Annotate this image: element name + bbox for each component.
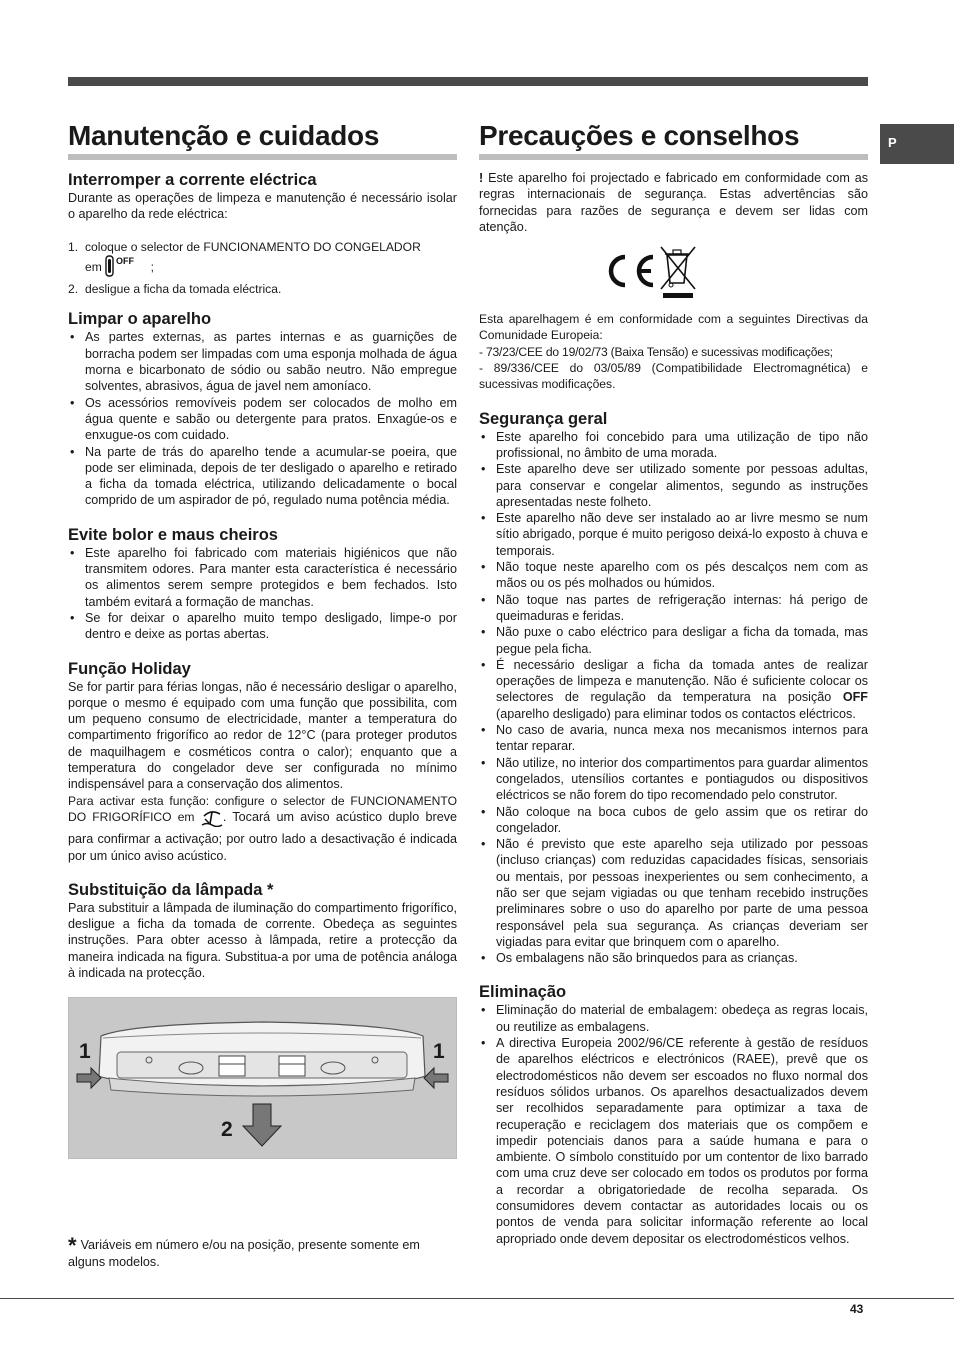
list-item: • Não toque nas partes de refrigeração internas: há perigo de queimaduras e feridas. bbox=[479, 592, 868, 625]
bottom-rule bbox=[0, 1298, 954, 1299]
precautions-intro bbox=[479, 170, 868, 235]
step-2-text: desligue a ficha da tomada eléctrica. bbox=[85, 282, 282, 297]
language-tab bbox=[880, 124, 954, 164]
list-item bbox=[479, 657, 868, 722]
list-item: • Não toque neste aparelho com os pés descalços nem com as mãos ou os pés molhados ou húmidos. bbox=[479, 559, 868, 592]
page-number: 43 bbox=[850, 1302, 864, 1316]
list-item-text: É necessário desligar a ficha da tomada antes de realizar operações de limpeza e manutenção. Não é suficiente colocar os selectores de regulação da temperatura na posição bbox=[496, 657, 868, 705]
safety-list bbox=[479, 429, 868, 967]
step-1 bbox=[68, 239, 457, 282]
list-item: • Não puxe o cabo eléctrico para desligar a ficha da tomada, mas pegue pela ficha. bbox=[479, 624, 868, 657]
list-item: • Este aparelho não deve ser instalado ao ar livre mesmo se num sítio abrigado, porque é muito perigoso deixá-lo exposto à chuva e temporais. bbox=[479, 510, 868, 559]
list-item: • Não utilize, no interior dos compartimentos para guardar alimentos congelados, utensílios cortantes e pontiagudos ou dispositivos eléctricos se não forem do tipo recomendado pelo construtor. bbox=[479, 755, 868, 804]
off-label: OFF bbox=[116, 255, 135, 266]
right-column bbox=[479, 118, 868, 1247]
heading-lamp: Substituição da lâmpada * bbox=[68, 880, 274, 899]
holiday-activate bbox=[68, 793, 457, 864]
off-word: OFF bbox=[842, 690, 868, 705]
warning-mark: ! bbox=[479, 171, 484, 185]
step-2-number: 2. bbox=[68, 282, 79, 297]
lamp-text: Para substituir a lâmpada de iluminação do compartimento frigorífico, desligue a ficha da tomada de corrente. Obedeça as seguintes instruções. Para obter acesso à lâmpada, retire a protecção da maneira indicada na figura. Substitua-a por uma de potência análoga à indicada na protecção. bbox=[68, 900, 457, 980]
holiday-activate-b: . Tocará um aviso acústico duplo breve para confirmar a activação; por outro lado a desactivação é indicada por um único aviso acústico. bbox=[68, 809, 458, 863]
figure-label-bottom: 2 bbox=[221, 1118, 233, 1142]
footnote-text: Variáveis em número e/ou na posição, presente somente em alguns modelos. bbox=[68, 1238, 420, 1270]
holiday-text: Se for partir para férias longas, não é necessário desligar o aparelho, porque o mesmo é equipado com uma função que possibilita, com um pequeno consumo de electricidade, manter a temperatura do compartimento frigorífico ao redor de 12°C (para proteger produtos de maquilhagem e cosméticos contra o calor); enquanto que a temperatura do congelador deve ser configurada no mínimo indispensável para a conservação dos alimentos. bbox=[68, 679, 457, 792]
list-item: • Este aparelho deve ser utilizado somente por pessoas adultas, para conservar e congelar alimentos, segundo as instruções apresentadas neste folheto. bbox=[479, 461, 868, 510]
list-item: • Na parte de trás do aparelho tende a acumular-se poeira, que pode ser eliminada, depois de ter desligado o aparelho e retirado a ficha da tomada eléctrica, utilizando delicadamente o bocal comprido de um aspirador de pó, regulado numa potência média. bbox=[68, 444, 457, 509]
holiday-activate-a: Para activar esta função: configure o selector de FUNCIONAMENTO DO FRIGORÍFICO em bbox=[68, 793, 457, 824]
list-item: • No caso de avaria, nunca mexa nos mecanismos internos para tentar reparar. bbox=[479, 722, 868, 755]
list-item: • As partes externas, as partes internas e as guarnições de borracha podem ser limpadas com uma esponja molhada de água morna e bicarbonato de sódio ou sabão neutro. Não empregue solventes, abrasivos, água de javel nem amoníaco. bbox=[68, 329, 457, 394]
lamp-cover-figure bbox=[68, 997, 457, 1159]
figure-label-right: 1 bbox=[433, 1040, 445, 1064]
heading-mold-odors: Evite bolor e maus cheiros bbox=[68, 525, 278, 544]
list-item: • Este aparelho foi concebido para uma utilização de tipo não profissional, no âmbito de uma morada. bbox=[479, 429, 868, 462]
list-item: • A directiva Europeia 2002/96/CE referente à gestão de resíduos de aparelhos eléctricos e electrónicos (RAEE), prevê que os electrodomésticos não devem ser escoados no fluxo normal dos resíduos sólidos urbanos. Os aparelhos desactualizados devem ser recolhidos separadamente para optimizar a taxa de recuperação e reciclagem dos materiais que os compõem e impedir potenciais danos para a saúde humana e para o ambiente. O símbolo constituído por um contentor de lixo barrado com uma cruz deve ser colocado em todos os produtos por forma a recordar a obrigatoriedade de recolha separada. Os consumidores devem contactar as autoridades locais ou os pontos de venda para solicitar informação referente ao local apropriado onde devem depositar os electrodomésticos velhos. bbox=[479, 1035, 868, 1247]
step-1-text: coloque o selector de FUNCIONAMENTO DO CONGELADOR bbox=[85, 239, 421, 254]
list-item: • Os acessórios removíveis podem ser colocados de molho em água quente e sabão ou detergente para pratos. Enxagúe-os e enxugue-os com cuidado. bbox=[68, 395, 457, 444]
left-column bbox=[68, 118, 457, 1159]
power-off-intro: Durante as operações de limpeza e manutenção é necessário isolar o aparelho da rede eléctrica: bbox=[68, 191, 457, 222]
language-tab-label: P bbox=[888, 135, 897, 150]
disposal-list bbox=[479, 1002, 868, 1246]
off-selector-icon bbox=[105, 255, 141, 281]
directive-2: - 89/336/CEE do 03/05/89 (Compatibilidade Electromagnética) e sucessivas modificações. bbox=[479, 361, 868, 392]
certification-logos bbox=[479, 235, 868, 311]
step-2 bbox=[68, 281, 457, 297]
footnote-star: * bbox=[68, 1233, 77, 1258]
list-item: • Não coloque na boca cubos de gelo assim que os retirar do congelador. bbox=[479, 804, 868, 837]
lamp-cover-drawing bbox=[69, 998, 456, 1158]
section-title-maintenance: Manutenção e cuidados bbox=[68, 118, 457, 160]
cleaning-list bbox=[68, 329, 457, 508]
mold-list bbox=[68, 545, 457, 643]
step-1-em: em bbox=[85, 259, 102, 274]
step-1-end: ; bbox=[150, 259, 154, 274]
list-item: • Os embalagens não são brinquedos para as crianças. bbox=[479, 950, 868, 966]
figure-label-left: 1 bbox=[79, 1040, 91, 1064]
heading-holiday: Função Holiday bbox=[68, 659, 191, 678]
heading-power-off: Interromper a corrente eléctrica bbox=[68, 171, 317, 189]
holiday-icon bbox=[201, 809, 223, 831]
footnote bbox=[68, 1233, 457, 1271]
heading-disposal: Eliminação bbox=[479, 983, 567, 1002]
list-item: • Este aparelho foi fabricado com materiais higiénicos que não transmitem odores. Para manter esta característica é necessário os alimentos serem sempre protegidos e bem fechados. Isto também evitará a formação de manchas. bbox=[68, 545, 457, 610]
list-item: • Eliminação do material de embalagem: obedeça as regras locais, ou reutilize as embalagens. bbox=[479, 1002, 868, 1035]
weee-bin-icon bbox=[661, 247, 695, 298]
directives-intro: Esta aparelhagem é em conformidade com a seguintes Directivas da Comunidade Europeia: bbox=[479, 312, 868, 343]
list-item: • Não é previsto que este aparelho seja utilizado por pessoas (incluso crianças) com reduzidas capacidades físicas, sensoriais ou mentais, por pessoas inexperientes ou sem conhecimento, a não ser que sejam vigiadas ou que tenham recebido instruções preliminares sobre o uso do aparelho por parte de uma pessoa responsável pela sua segurança. As crianças deveriam ser vigiadas para evitar que brinquem com o aparelho. bbox=[479, 836, 868, 950]
heading-cleaning: Limpar o aparelho bbox=[68, 310, 212, 329]
list-item-text: (aparelho desligado) para eliminar todos os contactos eléctricos. bbox=[496, 706, 856, 721]
ce-mark-icon bbox=[611, 257, 653, 285]
list-item: • Se for deixar o aparelho muito tempo desligado, limpe-o por dentro e deixe as portas abertas. bbox=[68, 610, 457, 643]
directive-1: - 73/23/CEE do 19/02/73 (Baixa Tensão) e sucessivas modificações; bbox=[479, 344, 833, 359]
top-bar bbox=[68, 77, 868, 86]
precautions-intro-text: Este aparelho foi projectado e fabricado em conformidade com as regras internacionais de segurança. Estas advertências são fornecidas para razões de segurança e devem ser lidas com atenção. bbox=[479, 171, 869, 234]
heading-general-safety: Segurança geral bbox=[479, 409, 608, 428]
step-1-number: 1. bbox=[68, 239, 79, 254]
section-title-precautions: Precauções e conselhos bbox=[479, 118, 868, 160]
